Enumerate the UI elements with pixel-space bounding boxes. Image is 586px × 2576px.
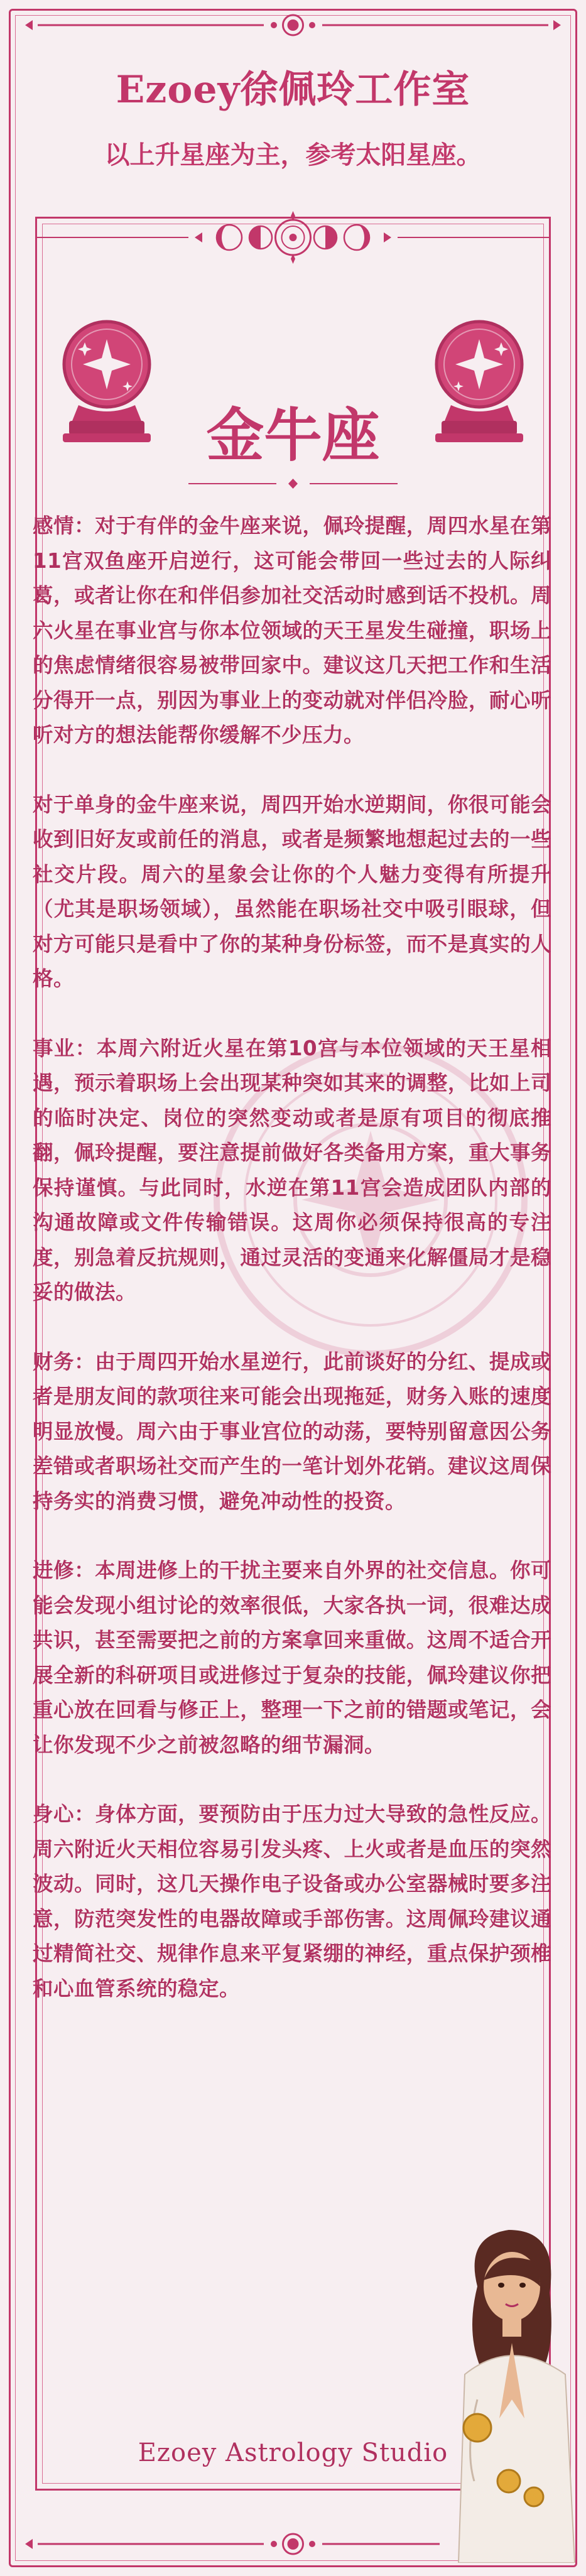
sign-title: 金牛座 [206, 401, 380, 469]
page-subtitle: 以上升星座为主，参考太阳星座。 [104, 141, 482, 170]
horoscope-content [33, 509, 551, 2041]
bottom-ornament [0, 2519, 586, 2569]
moon-phase-ornament-icon [0, 207, 586, 270]
study-paragraph: 进修：本周进修上的干扰主要来自外界的社交信息。你可能会发现小组讨论的效率很低，大家各执一词，很难达成共识，甚至需要把之前的方案拿回来重做。这周不适合开展全新的科研项目或进修过于复杂的技能，佩玲建议你把重心放在回看与修正上，整理一下之前的错题或笔记，会让你发现不少之前被忽略的细节漏洞。 [33, 1558, 551, 1757]
top-ornament [0, 0, 586, 50]
title-underline [188, 477, 398, 490]
astrologer-avatar [440, 2211, 578, 2563]
love-partnered-paragraph: 感情：对于有伴的金牛座来说，佩玲提醒，周四水星在第11宫双鱼座开启逆行，这可能会带回一些过去的人际纠葛，或者让你在和伴侣参加社交活动时感到话不投机。周六火星在事业宫与你本位领域的天王星发生碰撞，职场上的焦虑情绪很容易被带回家中。建议这几天把工作和生活分得开一点，别因为事业上的变动就对伴侣冷脸，耐心听听对方的想法能帮你缓解不少压力。 [33, 514, 551, 747]
page-header [0, 60, 586, 171]
health-paragraph: 身心：身体方面，要预防由于压力过大导致的急性反应。周六附近火天相位容易引发头疼、上火或者是血压的突然波动。同时，这几天操作电子设备或办公室器械时要多注意，防范突发性的电器故障或手部伤害。这周佩玲建议通过精简社交、规律作息来平复紧绷的神经，重点保护颈椎和心血管系统的稳定。 [33, 1802, 551, 2001]
footer-brand: Ezoey Astrology Studio [138, 2438, 448, 2467]
love-single-paragraph: 对于单身的金牛座来说，周四开始水逆期间，你很可能会收到旧好友或前任的消息，或者是频繁地想起过去的一些社交片段。周六的星象会让你的个人魅力变得有所提升（尤其是职场领域），虽然能在职场社交中吸引眼球，但对方可能只是看中了你的某种身份标签，而不是真实的人格。 [33, 792, 551, 991]
studio-title: Ezoey徐佩玲工作室 [116, 68, 470, 112]
career-paragraph: 事业：本周六附近火星在第10宫与本位领域的天王星相遇，预示着职场上会出现某种突如其来的调整，比如上司的临时决定、岗位的突然变动或者是原有项目的彻底推翻，佩玲提醒，要注意提前做好各类备用方案，重大事务保持谨慎。与此同时，水逆在第11宫会造成团队内部的沟通故障或文件传输错误。这周你必须保持很高的专注度，别急着反抗规则，通过灵活的变通来化解僵局才是稳妥的做法。 [33, 1036, 551, 1304]
finance-paragraph: 财务：由于周四开始水星逆行，此前谈好的分红、提成或者是朋友间的款项往来可能会出现拖延，财务入账的速度明显放慢。周六由于事业宫位的动荡，要特别留意因公务差错或者职场社交而产生的一笔计划外花销。建议这周保持务实的消费习惯，避免冲动性的投资。 [33, 1349, 551, 1513]
